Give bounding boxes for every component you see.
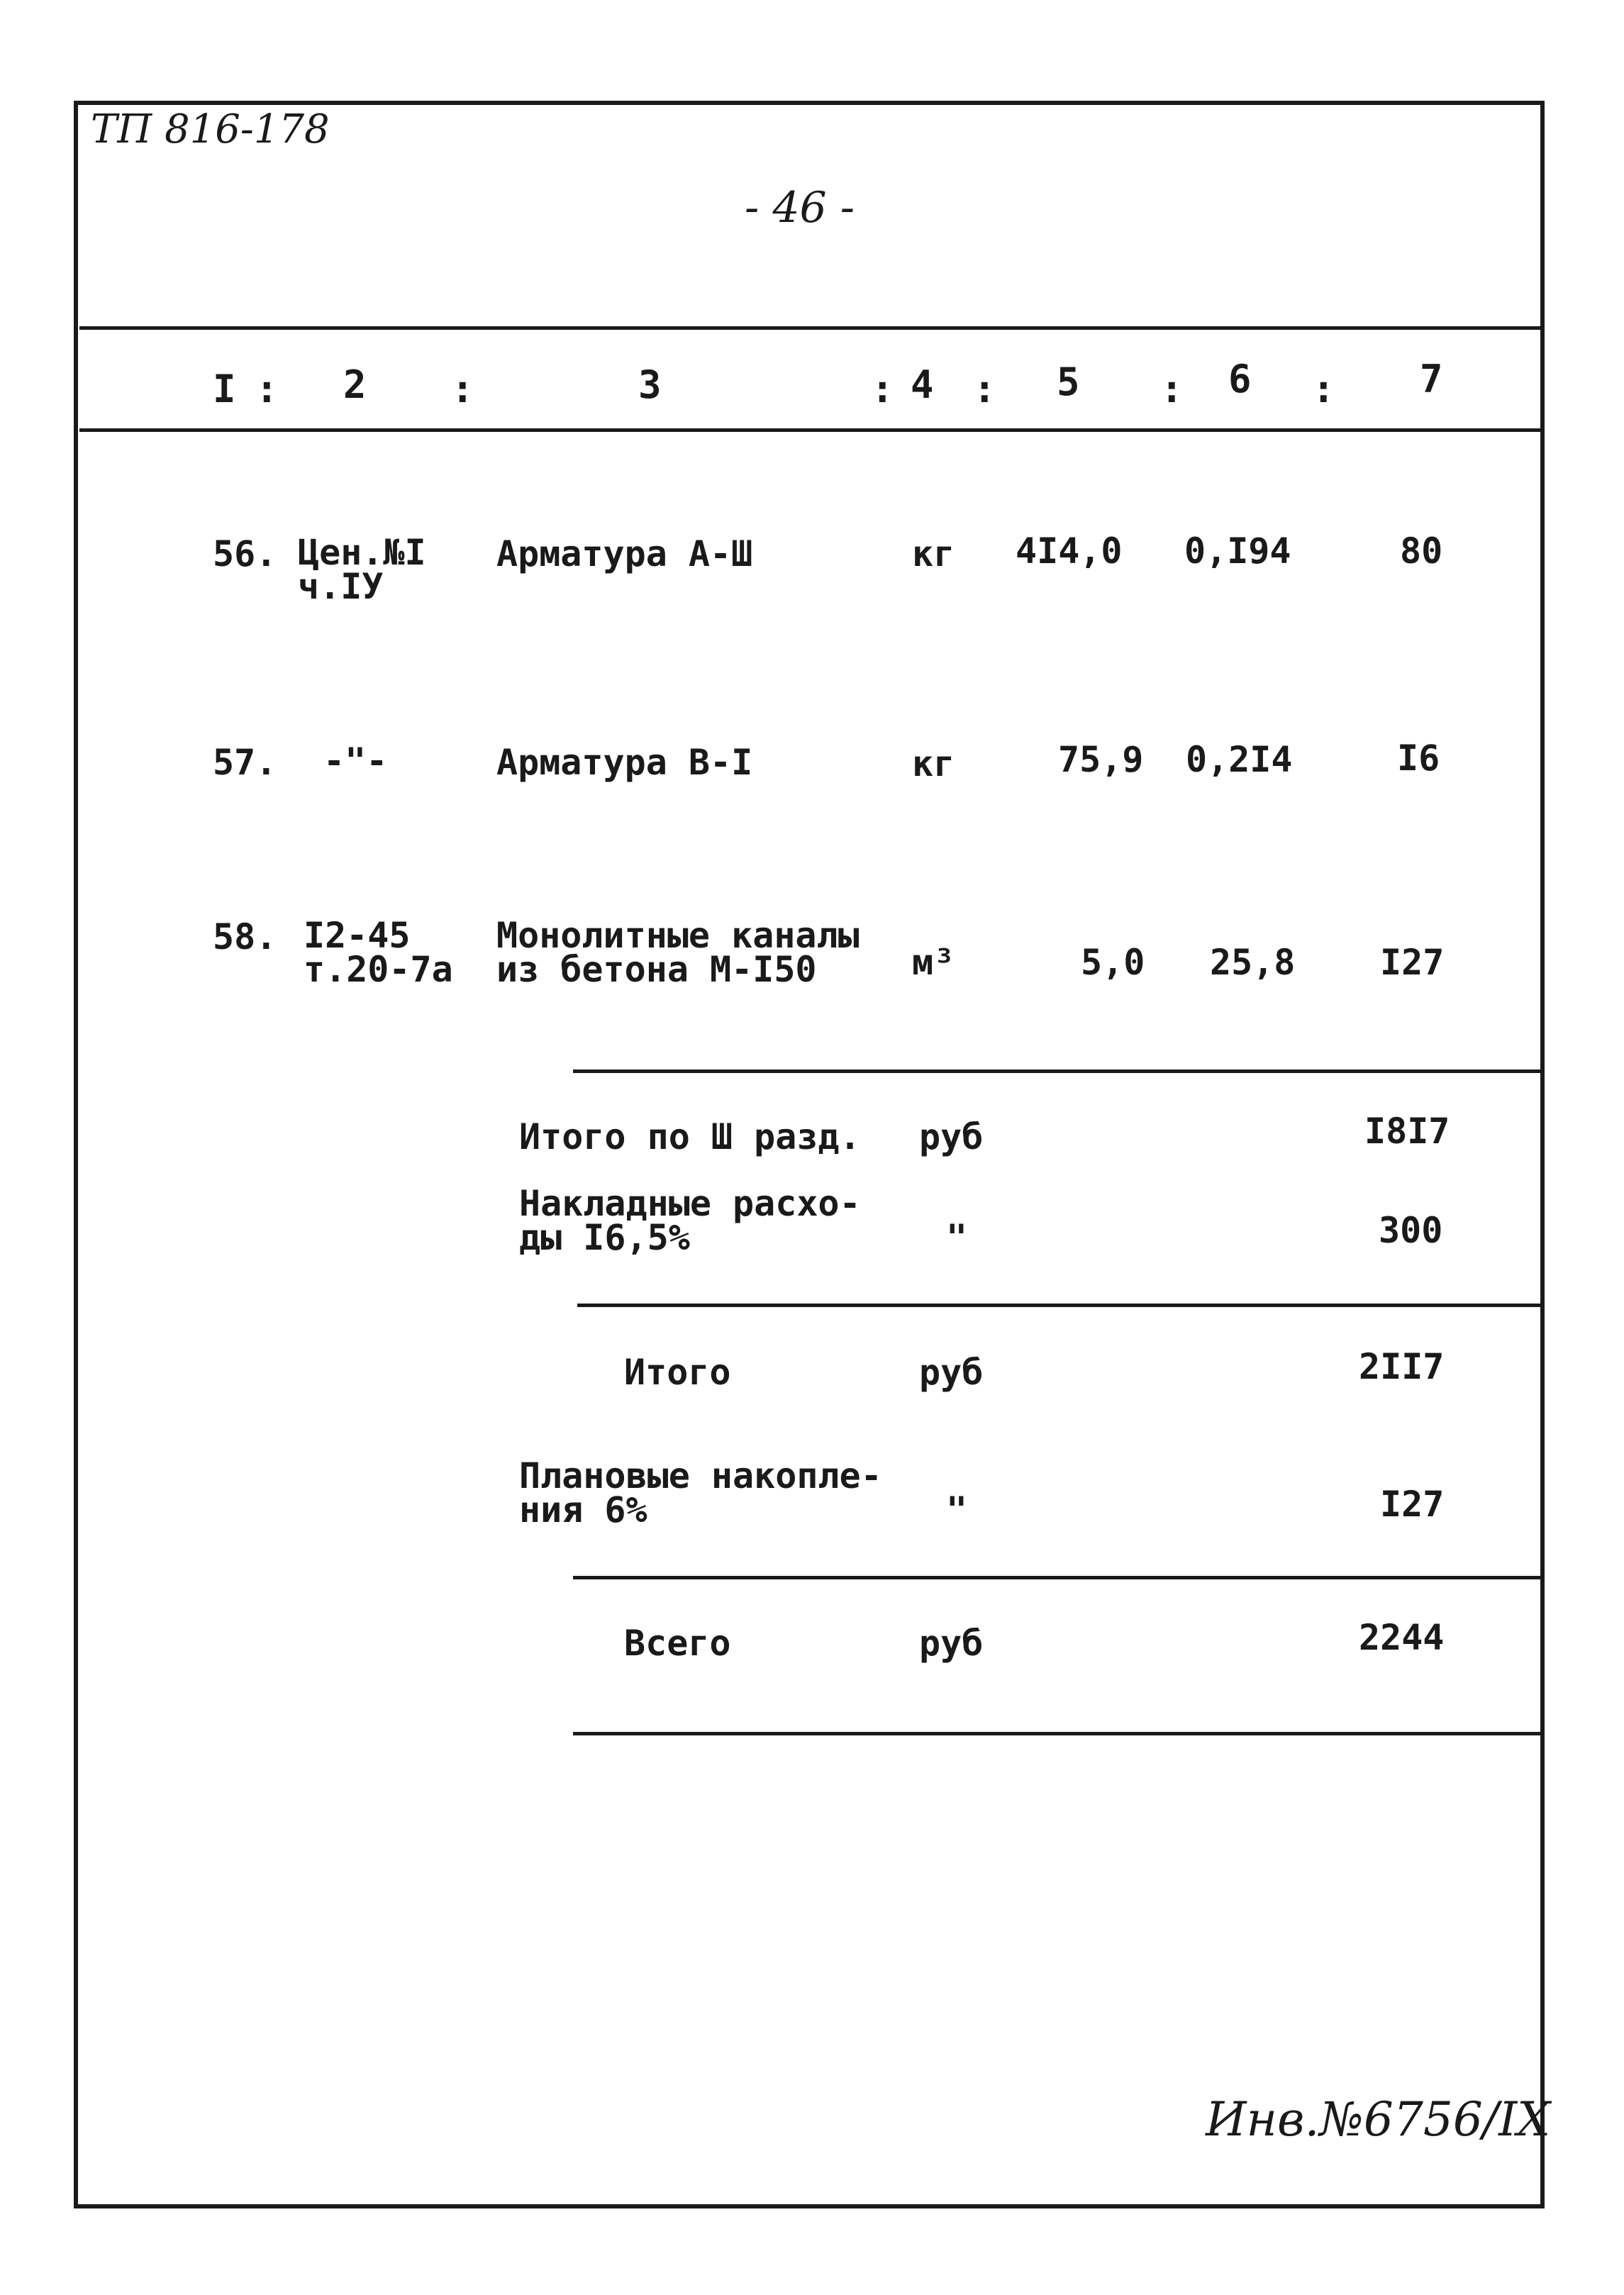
row-unit: м³ (912, 942, 955, 983)
col-3-label: 3 (638, 362, 662, 407)
row-quantity: 75,9 (1058, 739, 1144, 780)
col-7-label: 7 (1420, 357, 1443, 401)
col-sep: : (871, 367, 894, 411)
inventory-number: Инв.№6756/IX (1206, 2092, 1551, 2147)
totals-label: Итого по Ш разд. (519, 1116, 861, 1157)
totals-value: I27 (1380, 1484, 1445, 1525)
bottom-rule (573, 1732, 1540, 1735)
totals-value: 2II7 (1359, 1346, 1445, 1387)
row-number: 57. (213, 742, 277, 783)
row-unit: кг (912, 533, 955, 574)
totals-unit: руб (919, 1623, 984, 1664)
totals-value: 300 (1379, 1210, 1443, 1251)
col-sep: : (255, 367, 279, 411)
totals-unit: руб (919, 1116, 984, 1157)
page-number: - 46 - (745, 183, 855, 233)
totals-unit: " (946, 1217, 968, 1258)
row-code: Цен.№I ч.IУ (298, 532, 426, 607)
totals-label: Плановые накопле- ния 6% (519, 1455, 882, 1530)
grand-total-rule (573, 1576, 1540, 1579)
row-unit-price: 0,I94 (1184, 530, 1291, 572)
col-sep: : (1160, 367, 1184, 411)
subtotal-rule (573, 1069, 1540, 1073)
row-code: -"- (323, 740, 388, 782)
col-1-label: I (213, 367, 236, 411)
column-header-rule (79, 428, 1540, 432)
header-rule (79, 326, 1540, 330)
row-number: 58. (213, 916, 277, 957)
row-code: I2-45 т.20-7а (304, 915, 453, 990)
totals-value: I8I7 (1364, 1111, 1450, 1152)
totals-label: Всего (624, 1623, 731, 1664)
col-sep: : (451, 367, 474, 411)
totals-label: Итого (624, 1352, 731, 1393)
col-sep: : (1312, 367, 1335, 411)
row-name: Арматура В-I (496, 742, 753, 783)
row-quantity: 4I4,0 (1016, 530, 1123, 572)
totals-value: 2244 (1359, 1617, 1445, 1658)
document-code: ТП 816-178 (91, 106, 330, 152)
row-name: Арматура А-Ш (496, 533, 753, 574)
row-total: I6 (1397, 738, 1440, 779)
row-unit-price: 0,2I4 (1186, 739, 1293, 780)
col-6-label: 6 (1228, 357, 1252, 401)
col-sep: : (973, 367, 996, 411)
totals-unit: " (946, 1489, 968, 1530)
row-name: Монолитные каналы из бетона М-I50 (496, 915, 860, 990)
row-total: I27 (1380, 942, 1445, 983)
col-2-label: 2 (343, 362, 367, 407)
total-rule (577, 1304, 1540, 1307)
row-unit-price: 25,8 (1210, 942, 1296, 983)
row-unit: кг (912, 743, 955, 784)
row-total: 80 (1400, 530, 1443, 572)
totals-unit: руб (919, 1352, 984, 1393)
col-5-label: 5 (1057, 360, 1080, 404)
col-4-label: 4 (911, 362, 934, 407)
row-number: 56. (213, 533, 277, 574)
row-quantity: 5,0 (1081, 942, 1145, 983)
totals-label: Накладные расхо- ды I6,5% (519, 1183, 861, 1258)
